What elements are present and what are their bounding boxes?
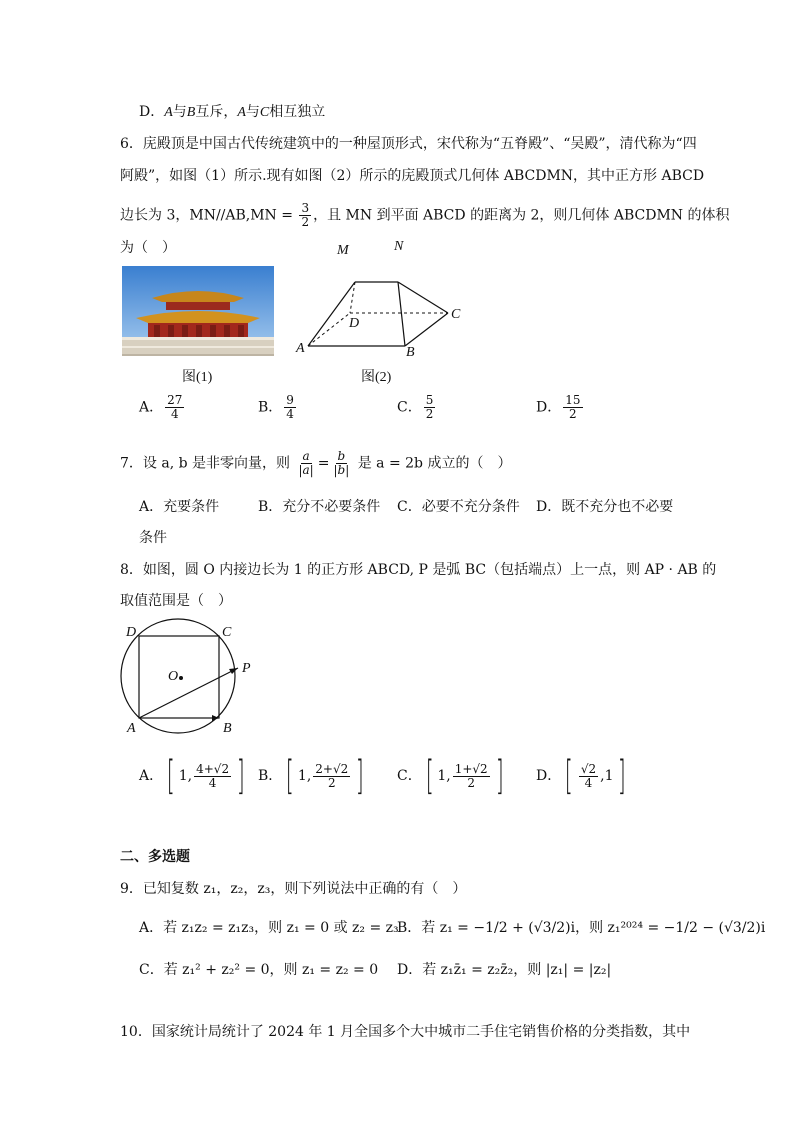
- q8-option-b-den: 2: [327, 775, 336, 790]
- q7-option-a: A．充要条件: [139, 499, 220, 515]
- q6-option-d-den: 2: [569, 407, 577, 421]
- q6-option-b: [258, 394, 298, 421]
- q8-option-a: A． [ 1 , $\frac{4+√2}{4}$ ]: [139, 753, 245, 799]
- q8-option-c: C． [ 1 , $\frac{1+√2}{2}$ ]: [397, 753, 504, 799]
- label-m: M: [337, 243, 349, 258]
- q7-stem: 7．设 a, b 是非零向量，则 $\frac{a}{|a|}$ = $\frac{b}{|b|}$ 是 a = 2b 成立的（ ）: [120, 449, 512, 477]
- q6-option-d-num: 15: [565, 393, 581, 407]
- q8-option-c-low: 1: [437, 768, 447, 784]
- q6-mn-den: 2: [301, 215, 310, 229]
- q5-option-d: D．A与B互斥，A与C相互独立: [139, 104, 326, 120]
- q9-option-d: D．若 z₁z̄₁ = z₂z̄₂，则 |z₁| = |z₂|: [397, 962, 612, 978]
- q6-option-b-den: 4: [286, 407, 294, 421]
- label-a: A: [127, 721, 136, 736]
- q6-line2: 阿殿”，如图（1）所示.现有如图（2）所示的庑殿顶式几何体 ABCDMN，其中正方形 ABCD: [120, 168, 705, 184]
- edge-nc: [398, 282, 448, 313]
- section-multiple-choice: 二、多选题: [120, 849, 190, 865]
- q6-option-c-num: 5: [425, 393, 434, 407]
- q8-option-a-num: 4+√2: [196, 761, 230, 776]
- label-n: N: [394, 239, 404, 254]
- edge-bc: [405, 313, 448, 346]
- q9-stem: 9．已知复数 z₁，z₂，z₃，则下列说法中正确的有（ ）: [120, 881, 467, 897]
- q9-option-a: A．若 z₁z₂ = z₁z₃，则 z₁ = 0 或 z₂ = z₃: [139, 920, 399, 936]
- q6-option-a-den: 4: [170, 407, 179, 421]
- q6-option-a-num: 27: [167, 393, 183, 407]
- q8-option-d-den: 4: [584, 775, 593, 790]
- q7-text-a: 7．设 a, b 是非零向量，则: [120, 455, 291, 472]
- label-d: D: [349, 316, 360, 331]
- q8-line2: 取值范围是（ ）: [120, 593, 232, 609]
- q6-option-b-label: B．: [258, 399, 283, 416]
- edge-md-hidden: [350, 282, 355, 313]
- q6-mn-fraction: [299, 202, 311, 229]
- q8-option-b: B． [ 1 , $\frac{2+√2}{2}$ ]: [258, 753, 364, 799]
- q6-line3a: 边长为 3，MN//AB,MN =: [120, 207, 298, 224]
- edge-nb: [398, 282, 405, 346]
- q7-unit-a: $\frac{a}{|a|}$: [298, 449, 314, 477]
- q8-option-c-den: 2: [467, 775, 476, 790]
- q8-option-d-high: 1: [604, 768, 614, 784]
- center-dot: [179, 676, 183, 680]
- q7-option-d-cont: 条件: [139, 530, 167, 546]
- q8-option-a-low: 1: [178, 768, 188, 784]
- q6-option-d-label: D．: [536, 399, 562, 416]
- label-c: C: [222, 625, 232, 640]
- q10-line1: 10．国家统计局统计了 2024 年 1 月全国多个大中城市二手住宅销售价格的分类指数，其中: [120, 1024, 691, 1040]
- q9-option-c: C．若 z₁² + z₂² = 0，则 z₁ = z₂ = 0: [139, 962, 379, 978]
- q8-option-d: D． [ $\frac{√2}{4}$ , 1 ]: [536, 753, 626, 799]
- q6-option-d: [536, 394, 585, 421]
- q8-line1: 8．如图，圆 O 内接边长为 1 的正方形 ABCD, P 是弧 BC（包括端点）上一点，则 AP · AB 的: [120, 562, 717, 578]
- q6-option-a: [139, 394, 186, 421]
- q7-unit-b: $\frac{b}{|b|}$: [333, 449, 350, 477]
- label-o: O: [168, 669, 179, 684]
- q8-option-b-num: 2+√2: [315, 761, 349, 776]
- fig2-diagram: [290, 236, 470, 362]
- label-a: A: [296, 341, 305, 356]
- q7-text-b: 是 a = 2b 成立的（ ）: [357, 455, 512, 472]
- q8-option-d-num: √2: [580, 761, 597, 776]
- q6-line3b: ，且 MN 到平面 ABCD 的距离为 2，则几何体 ABCDMN 的体积: [313, 207, 730, 224]
- q8-option-c-label: C．: [397, 768, 422, 784]
- fig1-caption: 图(1): [182, 370, 213, 385]
- q7-option-b: B．充分不必要条件: [258, 499, 381, 515]
- palace-photo: [122, 266, 274, 356]
- label-b: B: [406, 345, 415, 360]
- label-b: B: [223, 721, 232, 736]
- q7-option-d: D．既不充分也不必要: [536, 499, 674, 515]
- q6-option-c: [397, 394, 437, 421]
- fig2-caption: 图(2): [361, 370, 392, 385]
- q6-line4: 为（ ）: [120, 240, 176, 256]
- q6-option-a-label: A．: [139, 399, 164, 416]
- q6-option-c-den: 2: [425, 407, 434, 421]
- q6-option-b-num: 9: [286, 393, 294, 407]
- q8-circle-diagram: [118, 616, 268, 740]
- square-abcd: [139, 636, 219, 718]
- q8-option-a-label: A．: [139, 768, 164, 784]
- label-d: D: [126, 625, 137, 640]
- q8-option-d-label: D．: [536, 768, 562, 784]
- q9-option-b: B．若 z₁ = −1/2 + (√3/2)i，则 z₁²⁰²⁴ = −1/2 − (√3/2)i: [397, 920, 766, 936]
- q8-option-a-den: 4: [208, 775, 217, 790]
- arrow-ap: [229, 668, 238, 674]
- q6-mn-num: 3: [301, 201, 310, 215]
- q7-option-c: C．必要不充分条件: [397, 499, 520, 515]
- q6-option-c-label: C．: [397, 399, 422, 416]
- q8-option-c-num: 1+√2: [454, 761, 488, 776]
- label-c: C: [451, 307, 461, 322]
- label-p: P: [242, 661, 251, 676]
- q6-line3: [120, 202, 730, 229]
- q8-option-b-low: 1: [297, 768, 307, 784]
- edge-am: [308, 282, 355, 346]
- q8-option-b-label: B．: [258, 768, 283, 784]
- q6-line1: 6．庑殿顶是中国古代传统建筑中的一种屋顶形式，宋代称为“五脊殿”、“吴殿”，清代称为“四: [120, 136, 697, 152]
